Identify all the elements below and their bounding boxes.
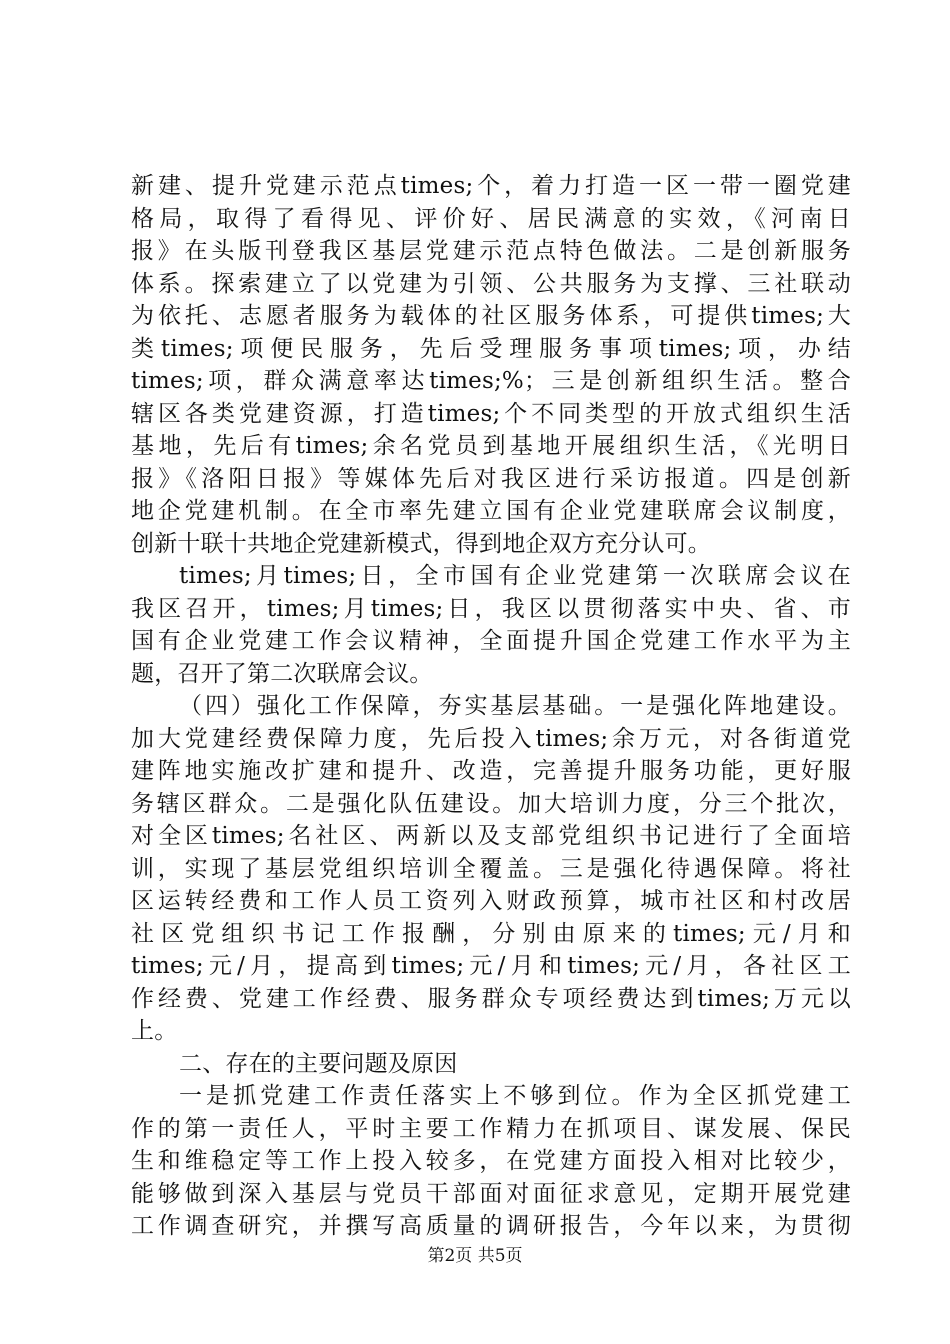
text-line: 体系。探索建立了以党建为引领、公共服务为支撑、三社联动 <box>131 270 851 297</box>
text-line: 报》在头版刊登我区基层党建示范点特色做法。二是创新服务 <box>131 238 851 264</box>
text-line: 上。 <box>131 1018 178 1044</box>
text-line: 新建、提升党建示范点times;个，着力打造一区一带一圈党建 <box>131 173 851 199</box>
text-line: 题，召开了第二次联席会议。 <box>131 660 433 687</box>
text-line: 我区召开，times;月times;日，我区以贯彻落实中央、省、市 <box>131 595 851 622</box>
document-body <box>131 170 851 1243</box>
text-line: 社区党组织书记工作报酬，分别由原来的times;元/月和 <box>131 920 851 947</box>
text-line: 格局，取得了看得见、评价好、居民满意的实效，《河南日 <box>131 205 851 232</box>
page-footer <box>0 1241 950 1266</box>
text-line: 二、存在的主要问题及原因 <box>179 1050 458 1077</box>
text-line: 辖区各类党建资源，打造times;个不同类型的开放式组织生活 <box>131 400 851 427</box>
text-line: 类times;项便民服务，先后受理服务事项times;项，办结 <box>131 335 851 362</box>
text-line: 训，实现了基层党组织培训全覆盖。三是强化待遇保障。将社 <box>131 855 851 882</box>
text-line: 国有企业党建工作会议精神，全面提升国企党建工作水平为主 <box>131 628 851 654</box>
text-line: 生和维稳定等工作上投入较多，在党建方面投入相对比较少， <box>131 1148 851 1174</box>
text-line: 区运转经费和工作人员工资列入财政预算，城市社区和村改居 <box>131 888 851 914</box>
text-line: 能够做到深入基层与党员干部面对面征求意见，定期开展党建 <box>131 1180 851 1207</box>
text-line: 作的第一责任人，平时主要工作精力在抓项目、谋发展、保民 <box>131 1115 851 1142</box>
text-line: 工作调查研究，并撰写高质量的调研报告，今年以来，为贯彻 <box>131 1213 851 1239</box>
text-line: times;月times;日，全市国有企业党建第一次联席会议在 <box>179 563 851 589</box>
text-line: 加大党建经费保障力度，先后投入times;余万元，对各街道党 <box>131 725 851 752</box>
page-number-label: 第2页 共5页 <box>427 1246 523 1266</box>
text-line: 创新十联十共地企党建新模式，得到地企双方充分认可。 <box>131 530 711 557</box>
text-line: 一是抓党建工作责任落实上不够到位。作为全区抓党建工 <box>179 1083 851 1109</box>
text-line: （四）强化工作保障，夯实基层基础。一是强化阵地建设。 <box>179 693 851 719</box>
text-line: 报》《洛阳日报》等媒体先后对我区进行采访报道。四是创新 <box>131 465 851 492</box>
text-line: 务辖区群众。二是强化队伍建设。加大培训力度，分三个批次， <box>131 790 851 817</box>
text-line: 对全区times;名社区、两新以及支部党组织书记进行了全面培 <box>131 823 851 849</box>
text-line: 基地，先后有times;余名党员到基地开展组织生活，《光明日 <box>131 433 851 459</box>
text-line: 建阵地实施改扩建和提升、改造，完善提升服务功能，更好服 <box>131 758 851 784</box>
text-line: 地企党建机制。在全市率先建立国有企业党建联席会议制度， <box>131 498 851 524</box>
text-line: times;项，群众满意率达times;%；三是创新组织生活。整合 <box>131 368 851 394</box>
text-line: 作经费、党建工作经费、服务群众专项经费达到times;万元以 <box>131 985 851 1012</box>
text-line: times;元/月，提高到times;元/月和times;元/月，各社区工 <box>131 953 851 979</box>
text-line: 为依托、志愿者服务为载体的社区服务体系，可提供times;大 <box>131 303 851 329</box>
